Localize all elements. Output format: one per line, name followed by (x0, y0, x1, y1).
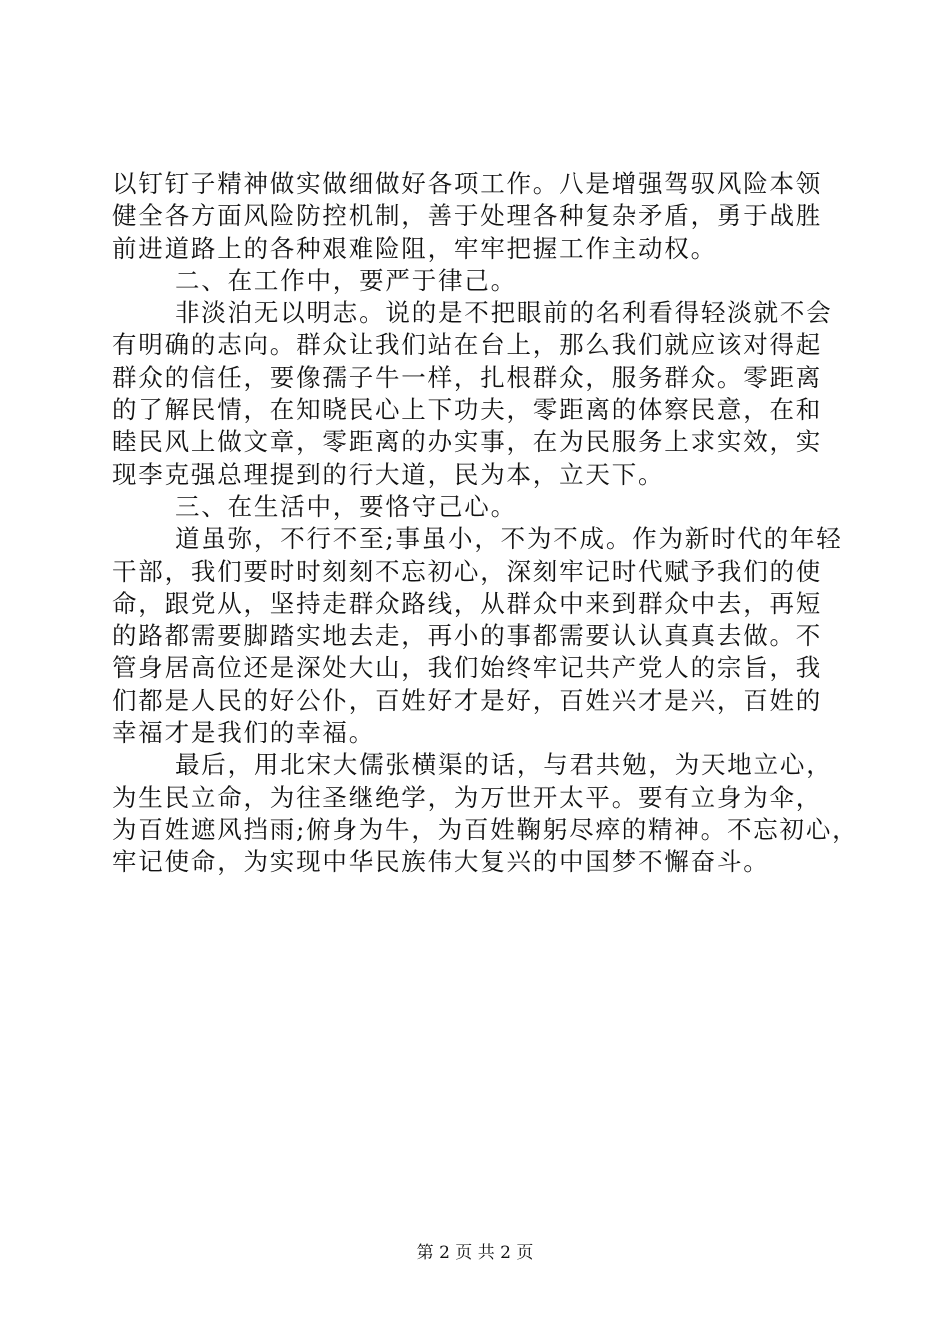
text-line: 最后，用北宋大儒张横渠的话，与君共勉，为天地立心， (175, 750, 833, 780)
text-line: 管身居高位还是深处大山，我们始终牢记共产党人的宗旨，我 (112, 653, 823, 683)
text-line: 现李克强总理提到的行大道，民为本，立天下。 (112, 459, 665, 489)
text-line: 为百姓遮风挡雨;俯身为牛，为百姓鞠躬尽瘁的精神。不忘初心， (112, 814, 859, 844)
section-heading: 三、在生活中，要恪守己心。 (175, 491, 517, 521)
text-line: 以钉钉子精神做实做细做好各项工作。八是增强驾驭风险本领 (112, 169, 823, 198)
text-line: 的了解民情，在知晓民心上下功夫，零距离的体察民意，在和 (112, 395, 823, 425)
text-line: 道虽弥，不行不至;事虽小，不为不成。作为新时代的年轻 (175, 524, 843, 554)
page-number-footer: 第 2 页 共 2 页 (416, 1243, 534, 1263)
text-line: 前进道路上的各种艰难险阻，牢牢把握工作主动权。 (112, 233, 717, 263)
text-line: 们都是人民的好公仆，百姓好才是好，百姓兴才是兴，百姓的 (112, 685, 823, 715)
text-line: 为生民立命，为往圣继绝学，为万世开太平。要有立身为伞， (112, 782, 823, 812)
text-line: 牢记使命，为实现中华民族伟大复兴的中国梦不懈奋斗。 (112, 847, 770, 877)
text-line: 健全各方面风险防控机制，善于处理各种复杂矛盾，勇于战胜 (112, 201, 823, 231)
text-line: 命，跟党从，坚持走群众路线，从群众中来到群众中去，再短 (112, 588, 823, 618)
document-body (112, 168, 859, 879)
text-line: 幸福才是我们的幸福。 (112, 718, 375, 748)
text-line: 群众的信任，要像孺子牛一样，扎根群众，服务群众。零距离 (112, 362, 823, 392)
text-line: 的路都需要脚踏实地去走，再小的事都需要认认真真去做。不 (112, 621, 823, 651)
text-line: 睦民风上做文章，零距离的办实事，在为民服务上求实效，实 (112, 427, 823, 457)
text-line: 有明确的志向。群众让我们站在台上，那么我们就应该对得起 (112, 330, 823, 360)
section-heading: 二、在工作中，要严于律己。 (175, 265, 517, 295)
text-line: 干部，我们要时时刻刻不忘初心，深刻牢记时代赋予我们的使 (112, 556, 823, 586)
text-line: 非淡泊无以明志。说的是不把眼前的名利看得轻淡就不会 (175, 298, 833, 328)
